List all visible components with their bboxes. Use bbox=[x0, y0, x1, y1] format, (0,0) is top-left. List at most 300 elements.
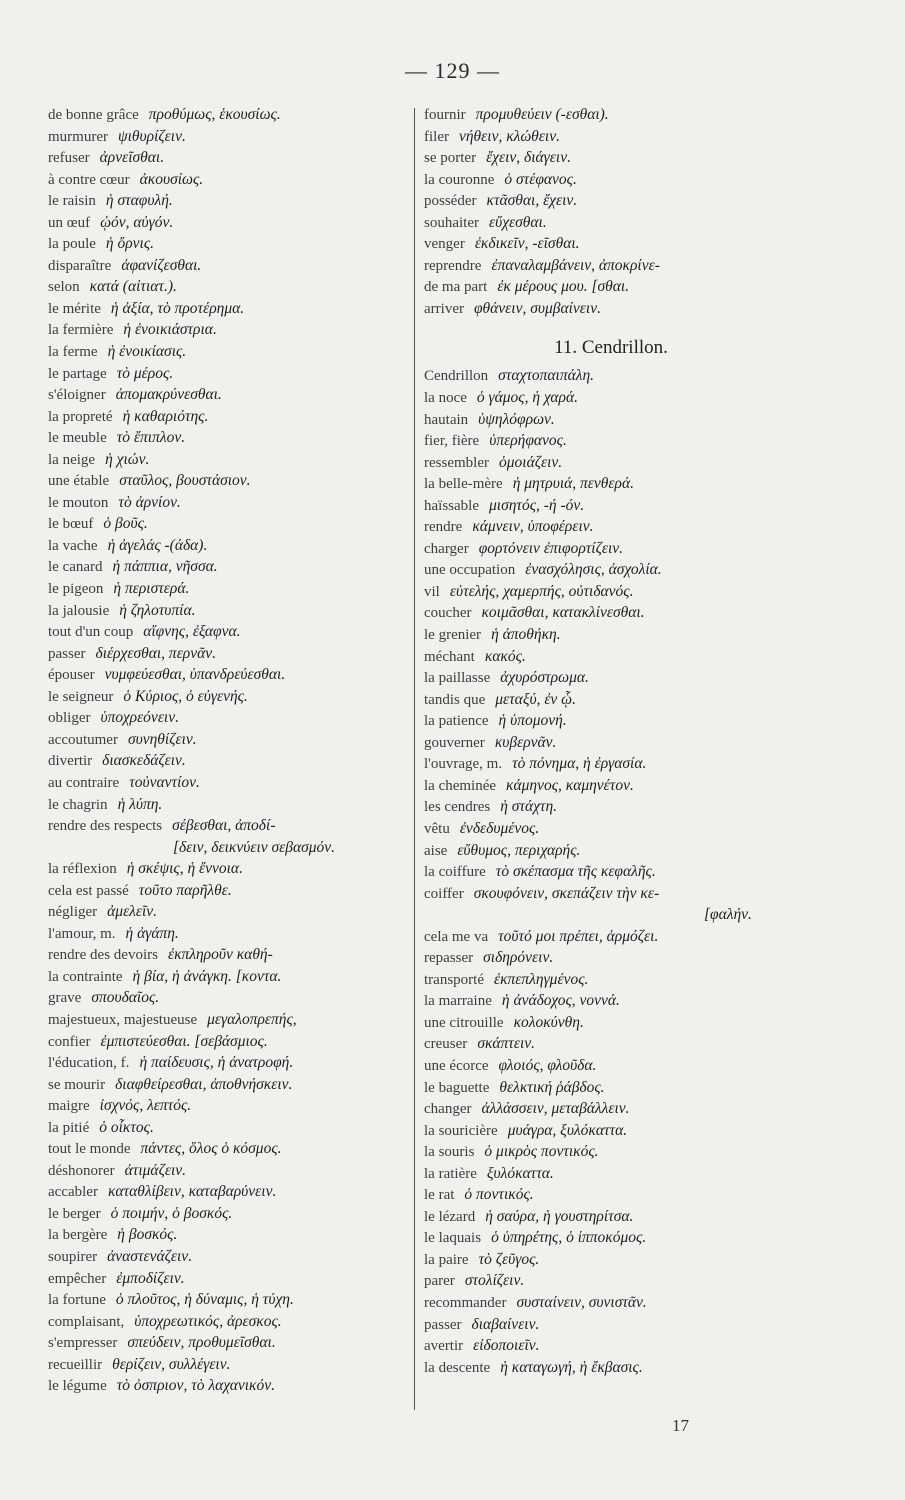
vocab-entry bbox=[424, 147, 804, 169]
vocab-entry bbox=[424, 1077, 804, 1099]
vocab-entry bbox=[424, 904, 804, 926]
section-title: 11. Cendrillon. bbox=[554, 337, 668, 359]
vocab-entry bbox=[424, 1227, 804, 1249]
vocab-entry bbox=[48, 1268, 410, 1290]
greek-translation: ὁ οἶκτος. bbox=[99, 1118, 154, 1136]
french-term: posséder bbox=[424, 193, 477, 210]
french-term: une occupation bbox=[424, 562, 516, 579]
french-term: la couronne bbox=[424, 171, 495, 188]
french-term: refuser bbox=[48, 150, 90, 167]
greek-translation: σκάπτειν. bbox=[477, 1035, 536, 1053]
vocab-entry bbox=[424, 1292, 804, 1314]
greek-translation: συσταίνειν, συνιστᾶν. bbox=[516, 1293, 647, 1311]
greek-translation: ἡ ἀξία, τὸ προτέρημα. bbox=[110, 299, 245, 317]
greek-translation: σταχτοπαιπάλη. bbox=[498, 367, 595, 385]
greek-translation: ἐκ μέρους μου. [σθαι. bbox=[497, 278, 630, 296]
french-term: la pitié bbox=[48, 1119, 90, 1136]
french-term: une étable bbox=[48, 473, 110, 490]
greek-translation: μισητός, -ή -όν. bbox=[488, 496, 585, 514]
french-term: s'empresser bbox=[48, 1335, 118, 1352]
greek-translation: τὸ ζεῦγος. bbox=[478, 1250, 540, 1268]
french-term: la belle-mère bbox=[424, 476, 503, 493]
vocab-entry bbox=[48, 643, 410, 665]
vocab-entry bbox=[424, 516, 804, 538]
greek-translation: κοιμᾶσθαι, κατακλίνεσθαι. bbox=[481, 604, 645, 622]
vocab-entry bbox=[424, 753, 804, 775]
greek-translation: τοῦτο παρῆλθε. bbox=[138, 881, 232, 899]
french-term: maigre bbox=[48, 1098, 90, 1115]
vocab-entry bbox=[424, 365, 804, 387]
vocab-entry bbox=[424, 276, 804, 298]
french-term: le seigneur bbox=[48, 688, 114, 705]
greek-translation: ἡ παίδευσις, ἡ ἀνατροφή. bbox=[139, 1054, 294, 1072]
french-term: la coiffure bbox=[424, 864, 486, 881]
vocab-entry bbox=[48, 147, 410, 169]
french-term: la cheminée bbox=[424, 777, 497, 794]
vocab-entry bbox=[424, 840, 804, 862]
greek-translation: διέρχεσθαι, περνᾶν. bbox=[95, 644, 217, 662]
greek-translation: τοῦτό μοι πρέπει, ἁρμόζει. bbox=[498, 927, 659, 945]
french-term: ressembler bbox=[424, 454, 489, 471]
vocab-entry bbox=[48, 104, 410, 126]
french-term: l'éducation, f. bbox=[48, 1055, 130, 1072]
greek-translation: εὐτελής, χαμερπής, οὐτιδανός. bbox=[449, 582, 634, 600]
vocab-entry bbox=[424, 104, 804, 126]
french-term: se mourir bbox=[48, 1076, 106, 1093]
french-term: recueillir bbox=[48, 1356, 103, 1373]
french-term: s'éloigner bbox=[48, 387, 106, 404]
vocab-entry bbox=[424, 1033, 804, 1055]
greek-translation: ἡ χιών. bbox=[105, 450, 150, 468]
vocab-entry bbox=[424, 1335, 804, 1357]
french-term: la patience bbox=[424, 713, 489, 730]
french-term: la paillasse bbox=[424, 670, 491, 687]
greek-translation: ὁ ποιμήν, ὁ βοσκός. bbox=[110, 1204, 233, 1222]
vocab-entry bbox=[48, 707, 410, 729]
french-term: une écorce bbox=[424, 1057, 489, 1074]
greek-translation: ἀπομακρύνεσθαι. bbox=[115, 386, 222, 404]
vocab-entry bbox=[424, 387, 804, 409]
french-term: l'amour, m. bbox=[48, 925, 116, 942]
vocab-entry bbox=[48, 621, 410, 643]
vocab-entry bbox=[48, 837, 410, 859]
greek-translation: ἡ περιστερά. bbox=[113, 580, 190, 598]
vocab-entry bbox=[48, 298, 410, 320]
vocab-entry bbox=[48, 384, 410, 406]
french-term: à contre cœur bbox=[48, 171, 130, 188]
french-term: selon bbox=[48, 279, 80, 296]
greek-translation: προμυθεύειν (-εσθαι). bbox=[475, 106, 609, 123]
french-term: fier, fière bbox=[424, 433, 480, 450]
greek-translation: ἐκπεπληγμένος. bbox=[493, 970, 589, 988]
vocab-entry bbox=[48, 1074, 410, 1096]
vocab-entry bbox=[48, 341, 410, 363]
greek-translation: μεγαλοπρεπής, bbox=[207, 1010, 297, 1028]
vocab-entry bbox=[424, 190, 804, 212]
vocab-entry bbox=[48, 1117, 410, 1139]
vocab-entry bbox=[48, 966, 410, 988]
greek-translation: διαβαίνειν. bbox=[471, 1315, 540, 1333]
greek-translation: τὸ ὀσπριον, τὸ λαχανικόν. bbox=[116, 1377, 275, 1395]
french-term: creuser bbox=[424, 1036, 468, 1053]
greek-translation: [δειν, δεικνύειν σεβασμόν. bbox=[173, 838, 336, 856]
greek-translation: τὸ ἀρνίον. bbox=[118, 493, 181, 511]
french-term: recommander bbox=[424, 1294, 507, 1311]
greek-translation: καταθλίβειν, καταβαρύνειν. bbox=[107, 1183, 277, 1201]
greek-translation: θελκτική ῥάβδος. bbox=[499, 1078, 605, 1096]
french-term: la propreté bbox=[48, 408, 113, 425]
vocab-entry bbox=[424, 409, 804, 431]
vocab-entry bbox=[48, 276, 410, 298]
french-term: la descente bbox=[424, 1359, 491, 1376]
greek-translation: ἡ ἐνοικίασις. bbox=[107, 343, 187, 361]
french-term: divertir bbox=[48, 753, 93, 770]
vocab-entry bbox=[424, 624, 804, 646]
french-term: disparaître bbox=[48, 257, 112, 274]
greek-translation: ἡ ὄρνις. bbox=[105, 235, 155, 253]
greek-translation: ἀρνεῖσθαι. bbox=[99, 149, 165, 167]
french-term: le partage bbox=[48, 365, 107, 382]
greek-translation: ἀλλάσσειν, μεταβάλλειν. bbox=[481, 1100, 630, 1118]
french-term: de ma part bbox=[424, 279, 488, 296]
french-term: la jalousie bbox=[48, 602, 110, 619]
vocab-entry bbox=[48, 1181, 410, 1203]
greek-translation: ἀφανίζεσθαι. bbox=[121, 256, 202, 274]
greek-translation: ἐνδεδυμένος. bbox=[459, 819, 540, 837]
french-term: arriver bbox=[424, 300, 464, 317]
greek-translation: ὁμοιάζειν. bbox=[498, 453, 563, 471]
greek-translation: συνηθίζειν. bbox=[127, 730, 197, 748]
french-term: accoutumer bbox=[48, 731, 118, 748]
french-term: le raisin bbox=[48, 193, 96, 210]
french-term: le rat bbox=[424, 1187, 455, 1204]
french-term: la contrainte bbox=[48, 968, 123, 985]
greek-translation: ἡ μητρυιά, πενθερά. bbox=[512, 475, 634, 493]
vocab-entry bbox=[48, 1354, 410, 1376]
vocab-entry bbox=[48, 600, 410, 622]
french-term: le lézard bbox=[424, 1208, 476, 1225]
greek-translation: σταῦλος, βουστάσιον. bbox=[119, 472, 251, 490]
greek-translation: διαφθείρεσθαι, ἀποθνήσκειν. bbox=[115, 1075, 293, 1093]
greek-translation: στολίζειν. bbox=[464, 1272, 525, 1290]
french-term: le canard bbox=[48, 559, 103, 576]
french-term: la fortune bbox=[48, 1292, 106, 1309]
greek-translation: κάμνειν, ὑποφέρειν. bbox=[472, 518, 594, 536]
greek-translation: σπεύδειν, προθυμεῖσθαι. bbox=[127, 1334, 276, 1352]
greek-translation: ἡ βοσκός. bbox=[117, 1226, 178, 1244]
signature-mark: 17 bbox=[672, 1416, 689, 1435]
greek-translation: ἰσχνός, λεπτός. bbox=[99, 1097, 192, 1115]
vocab-entry bbox=[424, 947, 804, 969]
greek-translation: τὸ σκέπασμα τῆς κεφαλῆς. bbox=[495, 863, 656, 881]
vocab-entry bbox=[424, 430, 804, 452]
greek-translation: νυμφεύεσθαι, ὑπανδρεύεσθαι. bbox=[104, 666, 286, 684]
vocab-entry bbox=[48, 750, 410, 772]
vocab-entry bbox=[48, 987, 410, 1009]
vocab-entry bbox=[48, 664, 410, 686]
french-term: de bonne grâce bbox=[48, 107, 139, 123]
french-term: épouser bbox=[48, 667, 95, 684]
french-term: vil bbox=[424, 583, 440, 600]
french-term: le laquais bbox=[424, 1230, 482, 1247]
french-term: grave bbox=[48, 990, 82, 1007]
french-term: l'ouvrage, m. bbox=[424, 756, 503, 773]
greek-translation: ὁ πλοῦτος, ἡ δύναμις, ἡ τύχη. bbox=[115, 1291, 294, 1309]
vocab-entry bbox=[48, 944, 410, 966]
vocab-entry bbox=[48, 233, 410, 255]
vocab-entry bbox=[424, 581, 804, 603]
vocab-entry bbox=[424, 473, 804, 495]
french-term: tout le monde bbox=[48, 1141, 131, 1158]
french-term: coucher bbox=[424, 605, 472, 622]
vocab-entry bbox=[48, 363, 410, 385]
greek-translation: ὑποχρεόνειν. bbox=[100, 709, 179, 727]
greek-translation: ὁ γάμος, ἡ χαρά. bbox=[476, 389, 578, 407]
vocab-entry bbox=[48, 858, 410, 880]
french-term: le mérite bbox=[48, 300, 101, 317]
greek-translation: προθύμως, ἑκουσίως. bbox=[148, 106, 281, 123]
french-term: la vache bbox=[48, 537, 98, 554]
vocab-entry bbox=[424, 710, 804, 732]
vocab-entry bbox=[48, 880, 410, 902]
vocab-entry bbox=[424, 646, 804, 668]
greek-translation: ἡ καθαριότης. bbox=[122, 407, 209, 425]
vocab-entry bbox=[48, 1031, 410, 1053]
vocab-entry bbox=[424, 1357, 804, 1379]
vocab-entry bbox=[424, 602, 804, 624]
french-term: reprendre bbox=[424, 257, 482, 274]
greek-translation: διασκεδάζειν. bbox=[102, 752, 186, 770]
vocab-entry bbox=[424, 775, 804, 797]
greek-translation: ἡ καταγωγή, ἡ ἔκβασις. bbox=[500, 1358, 643, 1376]
french-term: fournir bbox=[424, 107, 466, 123]
vocab-entry bbox=[424, 1206, 804, 1228]
french-term: la souricière bbox=[424, 1122, 498, 1139]
vocab-entry bbox=[424, 667, 804, 689]
vocab-entry bbox=[424, 1120, 804, 1142]
french-term: la noce bbox=[424, 390, 467, 407]
vocab-entry bbox=[424, 233, 804, 255]
french-term: changer bbox=[424, 1101, 472, 1118]
greek-translation: ἀκουσίως. bbox=[139, 170, 204, 188]
french-term: la paire bbox=[424, 1251, 469, 1268]
greek-translation: ἐμπιστεύεσθαι. [σεβάσμιος. bbox=[100, 1032, 268, 1050]
vocab-entry bbox=[424, 212, 804, 234]
vocab-entry bbox=[48, 470, 410, 492]
greek-translation: φορτόνειν ἐπιφορτίζειν. bbox=[478, 539, 624, 557]
right-column-bottom-list bbox=[424, 365, 804, 1378]
french-term: empêcher bbox=[48, 1270, 107, 1287]
vocab-entry bbox=[424, 818, 804, 840]
greek-translation: ὁ βοῦς. bbox=[103, 515, 148, 533]
vocab-entry bbox=[424, 538, 804, 560]
french-term: méchant bbox=[424, 648, 475, 665]
right-column-top-list bbox=[424, 104, 804, 319]
french-term: le grenier bbox=[424, 627, 482, 644]
vocab-entry bbox=[48, 1095, 410, 1117]
greek-translation: ἀναστενάζειν. bbox=[107, 1247, 193, 1265]
vocab-entry bbox=[48, 1138, 410, 1160]
vocab-entry bbox=[48, 449, 410, 471]
greek-translation: φθάνειν, συμβαίνειν. bbox=[473, 299, 601, 317]
french-term: un œuf bbox=[48, 214, 91, 231]
vocab-entry bbox=[48, 556, 410, 578]
greek-translation: ἡ ζηλοτυπία. bbox=[119, 601, 196, 619]
greek-translation: αἴφνης, ἐξαφνα. bbox=[143, 623, 241, 641]
vocab-entry bbox=[424, 559, 804, 581]
greek-translation: ὑψηλόφρων. bbox=[478, 410, 555, 428]
french-term: transporté bbox=[424, 971, 484, 988]
vocab-entry bbox=[424, 298, 804, 320]
french-term: majestueux, majestueuse bbox=[48, 1011, 198, 1028]
page-number: — 129 — bbox=[405, 58, 500, 83]
french-term: au contraire bbox=[48, 774, 120, 791]
greek-translation: εἰδοποιεῖν. bbox=[473, 1337, 540, 1355]
vocab-entry bbox=[48, 1311, 410, 1333]
vocab-entry bbox=[48, 319, 410, 341]
french-term: obliger bbox=[48, 710, 91, 727]
greek-translation: ἡ σταφυλή. bbox=[105, 192, 173, 210]
french-term: le bœuf bbox=[48, 516, 94, 533]
vocab-entry bbox=[48, 901, 410, 923]
vocab-entry bbox=[48, 1289, 410, 1311]
greek-translation: ἡ σκέψις, ἡ ἔννοια. bbox=[126, 860, 243, 878]
column-divider bbox=[414, 108, 415, 1410]
french-term: le meuble bbox=[48, 430, 107, 447]
greek-translation: ὁ ποντικός. bbox=[464, 1186, 534, 1204]
vocab-entry bbox=[48, 255, 410, 277]
vocab-entry bbox=[424, 452, 804, 474]
vocab-entry bbox=[424, 495, 804, 517]
french-term: la neige bbox=[48, 451, 96, 468]
greek-translation: σπουδαῖος. bbox=[91, 989, 160, 1007]
french-term: le pigeon bbox=[48, 581, 104, 598]
french-term: hautain bbox=[424, 411, 469, 428]
vocab-entry bbox=[48, 1160, 410, 1182]
greek-translation: ἡ ὑπομονή. bbox=[498, 712, 567, 730]
greek-translation: φλοιός, φλοῦδα. bbox=[498, 1056, 597, 1074]
greek-translation: ἡ ἐνοικιάστρια. bbox=[123, 321, 217, 339]
french-term: soupirer bbox=[48, 1248, 98, 1265]
vocab-entry bbox=[48, 1224, 410, 1246]
vocab-entry bbox=[48, 1375, 410, 1397]
french-term: cela me va bbox=[424, 928, 489, 945]
greek-translation: ἡ βία, ἡ ἀνάγκη. [κοντα. bbox=[132, 967, 282, 985]
greek-translation: πάντες, ὅλος ὁ κόσμος. bbox=[140, 1140, 282, 1158]
left-column bbox=[48, 104, 410, 1397]
greek-translation: ὁ στέφανος. bbox=[504, 170, 577, 188]
greek-translation: κατά (αἰτιατ.). bbox=[89, 278, 177, 296]
greek-translation: ἀτιμάζειν. bbox=[124, 1161, 187, 1179]
greek-translation: ὁ ὑπηρέτης, ὁ ἱπποκόμος. bbox=[491, 1229, 647, 1247]
vocab-entry bbox=[48, 772, 410, 794]
french-term: les cendres bbox=[424, 799, 491, 816]
french-term: négliger bbox=[48, 904, 98, 921]
french-term: accabler bbox=[48, 1184, 98, 1201]
vocab-entry bbox=[424, 1249, 804, 1271]
french-term: la souris bbox=[424, 1144, 475, 1161]
greek-translation: ἐκδικεῖν, -εῖσθαι. bbox=[474, 235, 580, 253]
greek-translation: σέβεσθαι, ἀποδί- bbox=[172, 817, 276, 835]
vocab-entry bbox=[48, 1246, 410, 1268]
greek-translation: ἀμελεῖν. bbox=[107, 903, 158, 921]
vocab-entry bbox=[48, 815, 410, 837]
vocab-entry bbox=[48, 923, 410, 945]
vocab-entry bbox=[424, 126, 804, 148]
greek-translation: νήθειν, κλώθειν. bbox=[458, 127, 560, 145]
french-term: cela est passé bbox=[48, 882, 129, 899]
greek-translation: σιδηρόνειν. bbox=[483, 949, 554, 967]
french-term: murmurer bbox=[48, 128, 108, 145]
greek-translation: ἀχυρόστρωμα. bbox=[500, 669, 589, 687]
vocab-entry bbox=[48, 794, 410, 816]
french-term: vêtu bbox=[424, 820, 450, 837]
vocab-entry bbox=[424, 689, 804, 711]
vocab-entry bbox=[424, 1184, 804, 1206]
greek-translation: ψιθυρίζειν. bbox=[117, 127, 186, 145]
vocab-entry bbox=[48, 190, 410, 212]
french-term: passer bbox=[48, 645, 86, 662]
greek-translation: τὸ μέρος. bbox=[116, 364, 174, 382]
greek-translation: ἡ ἀγάπη. bbox=[125, 924, 179, 942]
vocab-entry bbox=[424, 255, 804, 277]
french-term: filer bbox=[424, 128, 449, 145]
vocab-entry bbox=[424, 883, 804, 905]
greek-translation: θερίζειν, συλλέγειν. bbox=[112, 1355, 231, 1373]
french-term: rendre des devoirs bbox=[48, 947, 158, 964]
vocab-entry bbox=[48, 686, 410, 708]
greek-translation: ἡ πάππια, νῆσσα. bbox=[112, 558, 218, 576]
french-term: la ratière bbox=[424, 1165, 477, 1182]
french-term: tandis que bbox=[424, 691, 486, 708]
french-term: le légume bbox=[48, 1378, 107, 1395]
french-term: le baguette bbox=[424, 1079, 490, 1096]
vocab-entry bbox=[48, 578, 410, 600]
greek-translation: κτᾶσθαι, ἔχειν. bbox=[486, 192, 578, 210]
greek-translation: τὸ ἔπιπλον. bbox=[116, 429, 186, 447]
greek-translation: ᾠόν, αὐγόν. bbox=[100, 213, 174, 231]
french-term: venger bbox=[424, 236, 465, 253]
vocab-entry bbox=[424, 1012, 804, 1034]
french-term: parer bbox=[424, 1273, 455, 1290]
greek-translation: ἡ ἀποθήκη. bbox=[491, 626, 561, 644]
greek-translation: εὔθυμος, περιχαρής. bbox=[457, 841, 581, 859]
french-term: la bergère bbox=[48, 1227, 108, 1244]
french-term: le mouton bbox=[48, 494, 109, 511]
vocab-entry bbox=[48, 535, 410, 557]
french-term: confier bbox=[48, 1033, 91, 1050]
greek-translation: ὁ μικρὸς ποντικός. bbox=[484, 1143, 599, 1161]
vocab-entry bbox=[424, 1055, 804, 1077]
vocab-entry bbox=[48, 1332, 410, 1354]
greek-translation: τοὐναντίον. bbox=[129, 773, 200, 791]
greek-translation: εὔχεσθαι. bbox=[488, 213, 547, 231]
vocab-entry bbox=[424, 1314, 804, 1336]
french-term: la marraine bbox=[424, 993, 492, 1010]
vocab-entry bbox=[48, 729, 410, 751]
greek-translation: ὑποχρεωτικός, ἀρεσκος. bbox=[134, 1312, 282, 1330]
greek-translation: ἐνασχόλησις, ἀσχολία. bbox=[525, 561, 662, 579]
vocab-entry bbox=[424, 969, 804, 991]
french-term: coiffer bbox=[424, 885, 464, 902]
french-term: le berger bbox=[48, 1205, 101, 1222]
vocab-entry bbox=[48, 126, 410, 148]
vocab-entry bbox=[48, 513, 410, 535]
vocab-entry bbox=[48, 492, 410, 514]
french-term: repasser bbox=[424, 950, 474, 967]
french-term: rendre des respects bbox=[48, 818, 163, 835]
vocab-entry bbox=[424, 169, 804, 191]
